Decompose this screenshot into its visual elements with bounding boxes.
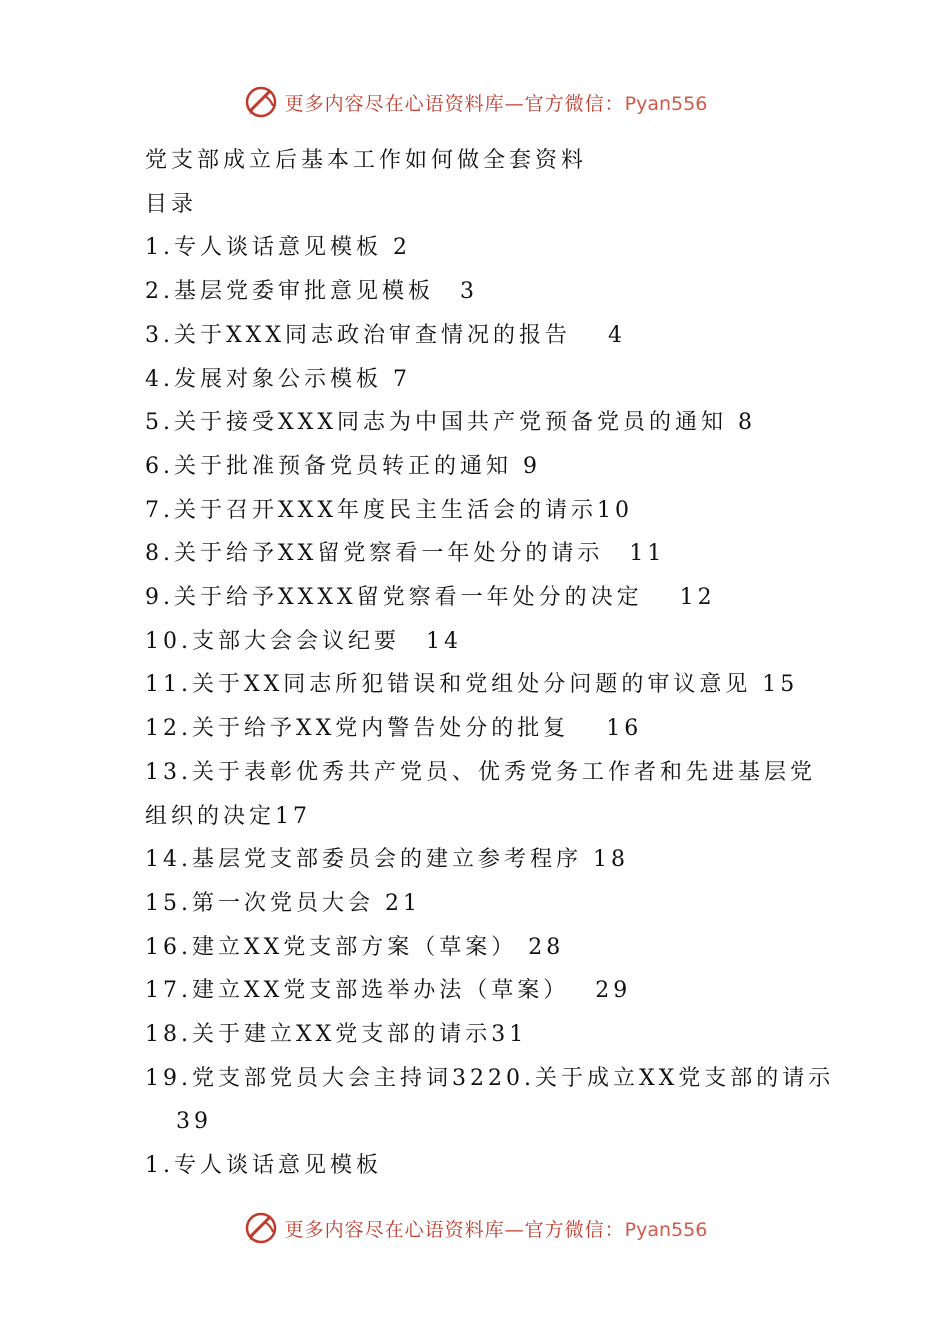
toc-item: 6.关于批准预备党员转正的通知 9 [145, 453, 541, 479]
pen-logo-icon [243, 1210, 279, 1246]
header-watermark-banner [0, 84, 950, 120]
toc-item: 14.基层党支部委员会的建立参考程序 18 [145, 847, 629, 873]
toc-item: 5.关于接受XXX同志为中国共产党预备党员的通知 8 [145, 410, 756, 436]
toc-item: 10.支部大会会议纪要 14 [145, 628, 462, 654]
toc-item: 19.党支部党员大会主持词3220.关于成立XX党支部的请示 [145, 1065, 835, 1091]
toc-item: 4.发展对象公示模板 7 [145, 366, 411, 392]
watermark-text: 更多内容尽在心语资料库—官方微信：Pyan556 [284, 92, 708, 115]
toc-item-continuation: 组织的决定17 [145, 803, 311, 829]
watermark-text: 更多内容尽在心语资料库—官方微信：Pyan556 [284, 1218, 708, 1241]
toc-heading: 目录 [145, 191, 198, 217]
toc-item: 1.专人谈话意见模板 2 [145, 235, 411, 261]
wechat-id: Pyan556 [624, 92, 708, 115]
footer-watermark-banner [0, 1210, 950, 1246]
toc-item: 13.关于表彰优秀共产党员、优秀党务工作者和先进基层党 [145, 759, 816, 785]
toc-item: 12.关于给予XX党内警告处分的批复 16 [145, 716, 643, 742]
toc-item: 3.关于XXX同志政治审查情况的报告 4 [145, 322, 626, 348]
toc-item: 9.关于给予XXXX留党察看一年处分的决定 12 [145, 585, 716, 611]
toc-item: 18.关于建立XX党支部的请示31 [145, 1022, 528, 1048]
document-title: 党支部成立后基本工作如何做全套资料 [145, 148, 588, 173]
toc-item: 2.基层党委审批意见模板 3 [145, 279, 478, 305]
toc-item: 15.第一次党员大会 21 [145, 890, 421, 916]
toc-item: 16.建立XX党支部方案（草案） 28 [145, 934, 565, 960]
toc-item-continuation: 39 [176, 1109, 212, 1135]
wechat-id: Pyan556 [624, 1218, 708, 1241]
toc-item: 8.关于给予XX留党察看一年处分的请示 11 [145, 541, 666, 567]
toc-item: 17.建立XX党支部选举办法（草案） 29 [145, 978, 632, 1004]
document-body [145, 139, 835, 1188]
toc-item: 11.关于XX同志所犯错误和党组处分问题的审议意见 15 [145, 672, 799, 698]
toc-item: 7.关于召开XXX年度民主生活会的请示10 [145, 497, 633, 523]
section-heading: 1.专人谈话意见模板 [145, 1153, 382, 1179]
pen-logo-icon [243, 84, 279, 120]
